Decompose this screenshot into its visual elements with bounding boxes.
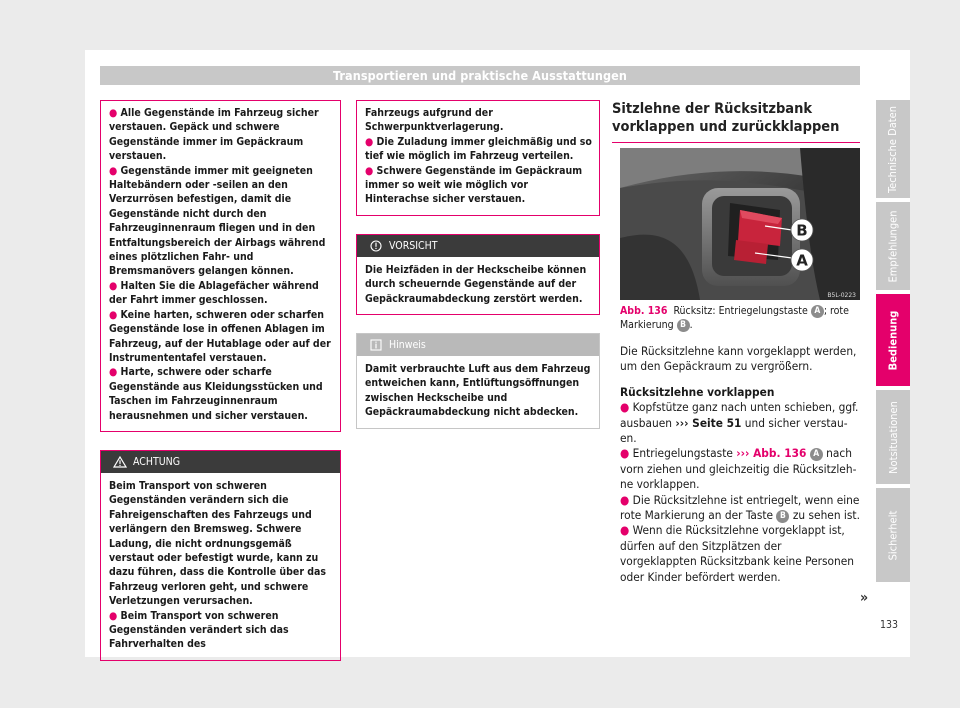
column-2: [356, 100, 600, 429]
achtung-box: [100, 450, 341, 661]
hinweis-box: [356, 333, 600, 429]
bullet-item: ● Schwere Gegenstände im Gepäckraum immer so weit wie möglich vor Hinterachse sicher verstauen.: [365, 164, 583, 206]
hinweis-header: [357, 334, 599, 356]
warning-continuation-box: [100, 100, 341, 432]
tab-technische-daten[interactable]: Technische Daten: [876, 100, 910, 198]
hinweis-label: Hinweis: [389, 338, 426, 351]
achtung-header: [101, 451, 340, 473]
bullet-item: ● Die Zuladung immer gleichmäßig und so tief wie möglich im Fahrzeug verteilen.: [365, 135, 592, 163]
continue-marker: »: [860, 590, 869, 606]
tab-empfehlungen[interactable]: Empfehlungen: [876, 202, 910, 290]
column-3: [612, 100, 860, 143]
subheading: Rücksitzlehne vorklappen: [620, 384, 775, 399]
step-item: ● Die Rücksitzlehne ist entriegelt, wenn eine rote Markierung an der Taste B zu sehen ist.: [620, 492, 860, 523]
hinweis-text: Damit verbrauchte Luft aus dem Fahrzeug entweichen kann, Entlüftungsöffnungen zwischen Heckscheibe und Gepäckraumabdeckung nicht abdecken.: [365, 363, 591, 419]
figure-link[interactable]: ››› Abb. 136: [736, 446, 807, 461]
bullet-item: ● Keine harten, schweren oder scharfen Gegenstände lose in offenen Ablagen im Fahrzeug, auf der Hutablage oder auf der Instrumententafel verstauen.: [109, 308, 331, 364]
image-code: B5L-0223: [827, 292, 856, 299]
key-b-badge: B: [776, 510, 789, 523]
achtung-label: ACHTUNG: [133, 455, 181, 468]
vorsicht-box: [356, 234, 600, 315]
vorsicht-label: VORSICHT: [389, 239, 438, 252]
bullet-item: ● Beim Transport von schweren Gegenständen verändert sich das Fahrverhalten des: [109, 609, 289, 651]
intro-paragraph: Die Rücksitzlehne kann vorgeklappt werden, um den Gepäckraum zu vergrößern.: [620, 344, 857, 374]
bullet-item: ● Gegenstände immer mit geeigneten Haltebändern oder -seilen an den Verzurrösen befestigen, damit die Gegenstände nicht durch den Fahrzeuginnenraum fliegen und in den Entfaltungsbereich der Airbags während eines plötzlichen Fahr- und Bremsmanövers gelangen können.: [109, 164, 326, 278]
body-text: [620, 344, 860, 585]
caption-figure-number: Abb. 136: [620, 305, 668, 317]
key-a-badge: A: [811, 305, 824, 318]
step-item: ● Entriegelungstaste ››› Abb. 136 A nach vorn ziehen und gleichzeitig die Rücksitzlehne vorklappen.: [620, 446, 857, 492]
key-a-badge: A: [810, 448, 823, 461]
achtung-body: [101, 473, 340, 660]
figure-caption: Abb. 136 Rücksitz: Entriegelungstaste A ; rote Markierung B .: [620, 305, 849, 332]
achtung-continuation-box: [356, 100, 600, 216]
key-b-badge: B: [677, 319, 690, 332]
callout-a: A: [796, 251, 808, 270]
column-1: [100, 100, 341, 661]
warning-triangle-icon: [111, 456, 129, 468]
bullet-item: ● Halten Sie die Ablagefächer während der Fahrt immer geschlossen.: [109, 279, 319, 307]
bullet-item: ● Alle Gegenstände im Fahrzeug sicher verstauen. Gepäck und schwere Gegenstände immer im Gepäckraum verstauen.: [109, 107, 319, 163]
page-header: Transportieren und praktische Ausstattungen: [100, 66, 860, 85]
callout-b: B: [796, 221, 808, 240]
info-note-icon: [367, 339, 385, 351]
continued-text: Fahrzeugs aufgrund der Schwerpunktverlagerung.: [365, 107, 504, 134]
step-item: ● Wenn die Rücksitzlehne vorgeklappt ist, dürfen auf den Sitzplätzen der vorgeklappten Rücksitzbank keine Personen oder Kinder befördert werden.: [620, 523, 855, 584]
exclamation-circle-icon: [367, 240, 385, 252]
page-link[interactable]: ››› Seite 51: [675, 415, 742, 430]
section-title: Sitzlehne der Rücksitzbank vorklappen und zurückklappen: [612, 100, 860, 143]
vorsicht-header: [357, 235, 599, 257]
tab-sicherheit[interactable]: Sicherheit: [876, 488, 910, 582]
bullet-item: ● Harte, schwere oder scharfe Gegenstände aus Kleidungsstücken und Taschen im Fahrzeuginnenraum herausnehmen und sicher verstauen.: [109, 366, 323, 422]
tab-notsituationen[interactable]: Notsituationen: [876, 390, 910, 484]
achtung-text: Beim Transport von schweren Gegenständen verändern sich die Fahreigenschaften des Fahrzeugs und verlängern den Bremsweg. Schwere Ladung, die nicht ordnungsgemäß verstaut oder befestigt wurde, kann zu dazu führen, dass die Kontrolle über das Fahrzeug verloren geht, und schwere Verletzungen verursachen.: [109, 479, 327, 608]
tab-bedienung[interactable]: Bedienung: [876, 294, 910, 386]
vorsicht-text: Die Heizfäden in der Heckscheibe können durch scheuernde Gegenstände auf der Gepäckraumabdeckung zerstört werden.: [365, 263, 587, 305]
step-item: ● Kopfstütze ganz nach unten schieben, ggf. ausbauen ››› Seite 51 und sicher verstauen.: [620, 400, 859, 446]
figure-seat-release: [620, 148, 860, 300]
page-number: 133: [880, 619, 899, 631]
